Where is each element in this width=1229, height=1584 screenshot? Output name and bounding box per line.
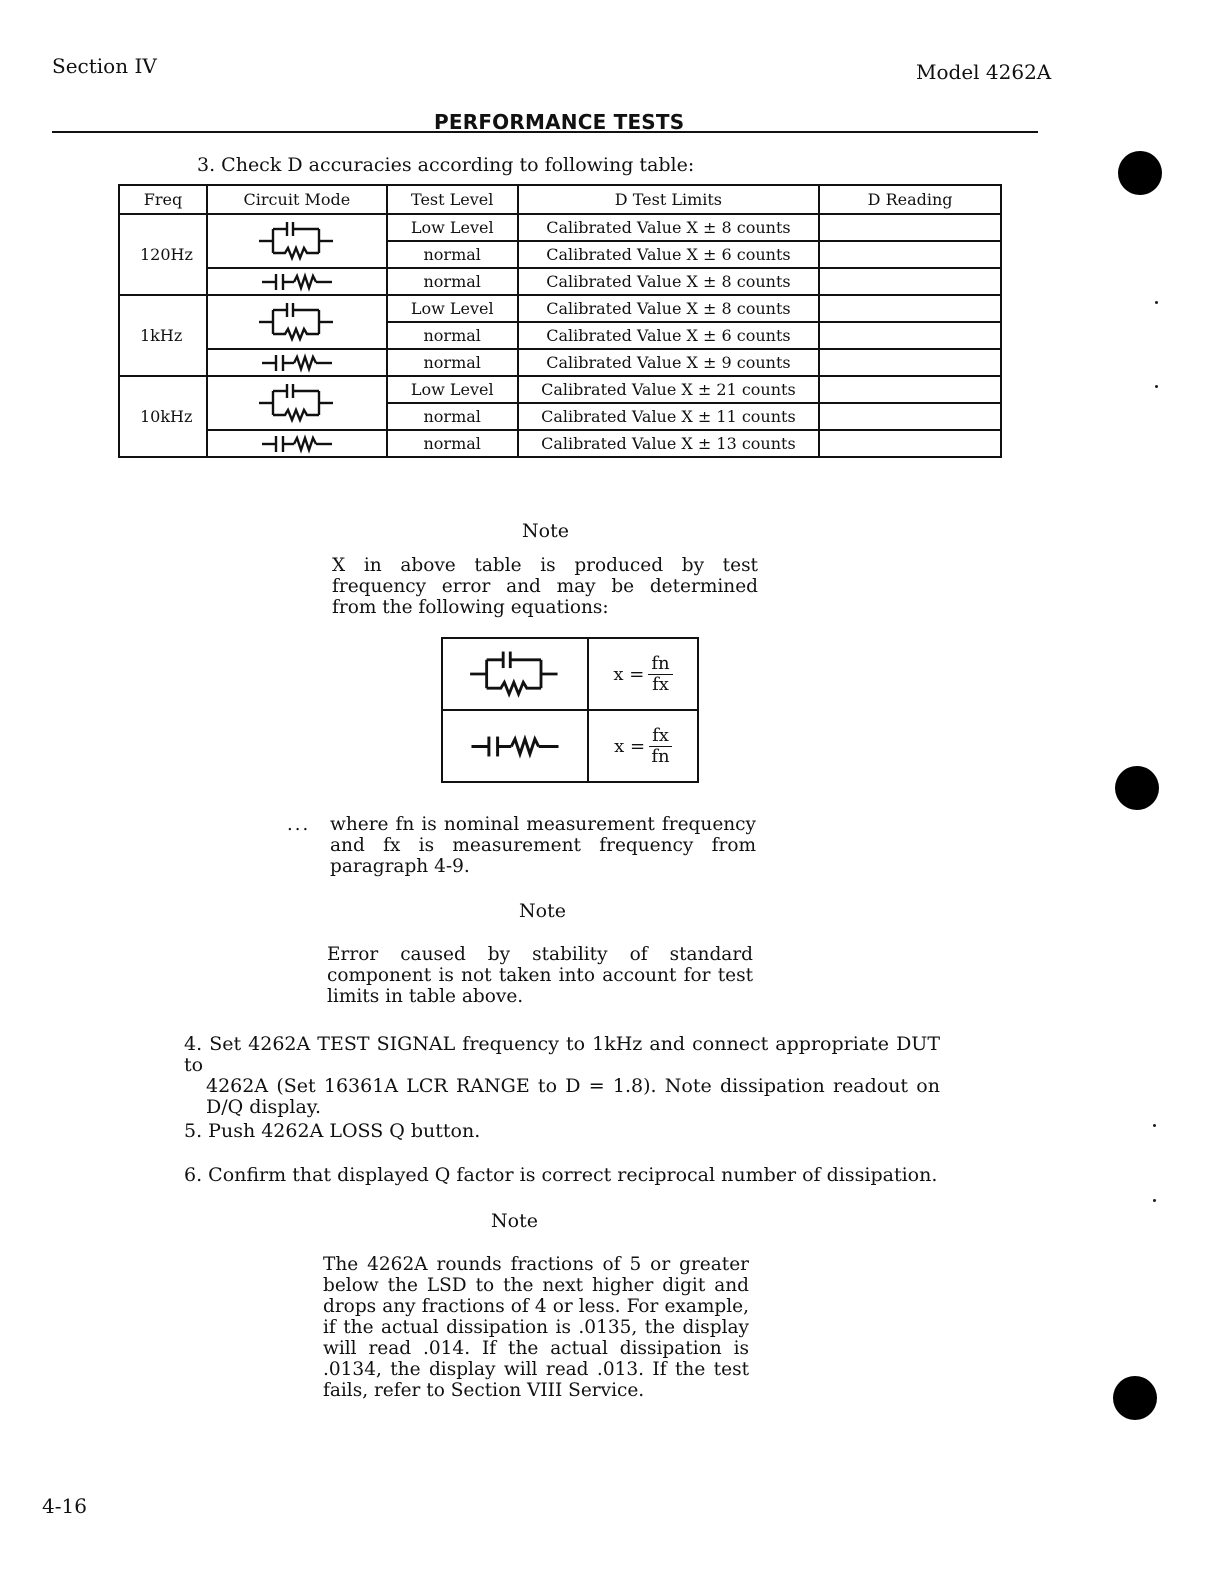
d-reading-cell[interactable]	[819, 268, 1001, 295]
header-test-level: Test Level	[387, 185, 518, 214]
table-row	[119, 376, 1001, 403]
d-test-limit-cell: Calibrated Value X ± 11 counts	[518, 403, 820, 430]
test-level-cell: normal	[387, 322, 518, 349]
d-reading-cell[interactable]	[819, 241, 1001, 268]
d-test-limit-cell: Calibrated Value X ± 8 counts	[518, 268, 820, 295]
fraction-numerator: fn	[648, 654, 672, 675]
note-2-title: Note	[519, 900, 566, 922]
where-dots: ...	[287, 814, 311, 835]
where-text: where fn is nominal measurement frequency and fx is measurement frequency from paragraph 4-9.	[330, 814, 756, 877]
equation-cell	[588, 710, 698, 782]
scan-speck	[1155, 385, 1158, 388]
fraction-denominator: fn	[651, 745, 670, 767]
equation-symbol-cell	[442, 710, 588, 782]
fraction-numerator: fx	[649, 726, 672, 747]
test-level-cell: Low Level	[387, 376, 518, 403]
circuit-mode-cell	[207, 349, 387, 376]
series-rc-icon	[260, 353, 334, 373]
note-1-title: Note	[522, 520, 569, 542]
scan-speck	[1153, 1199, 1156, 1202]
parallel-rc-icon	[257, 219, 337, 263]
fraction-denominator: fx	[652, 673, 669, 695]
step-5-text: 5. Push 4262A LOSS Q button.	[184, 1120, 481, 1142]
circuit-mode-cell	[207, 214, 387, 268]
d-test-limit-cell: Calibrated Value X ± 13 counts	[518, 430, 820, 457]
header-circuit-mode: Circuit Mode	[207, 185, 387, 214]
punch-hole	[1113, 1376, 1157, 1420]
step-4-line-2: 4262A (Set 16361A LCR RANGE to D = 1.8). Note dissipation readout on D/Q display.	[206, 1075, 940, 1118]
note-3-text: The 4262A rounds fractions of 5 or greater below the LSD to the next higher digit and drops any fractions of 4 or less. For example, if the actual dissipation is .0135, the display will read .014. If the actual dissipation is .0134, the display will read .013. If the test fails, refer to Section VIII Service.	[323, 1254, 749, 1401]
d-accuracy-table	[118, 184, 1002, 458]
d-reading-cell[interactable]	[819, 403, 1001, 430]
d-test-limit-cell: Calibrated Value X ± 8 counts	[518, 295, 820, 322]
test-level-cell: normal	[387, 241, 518, 268]
page-number: 4-16	[42, 1494, 87, 1518]
scan-speck	[1153, 1124, 1156, 1127]
note-3-title: Note	[491, 1210, 538, 1232]
fraction	[649, 726, 672, 767]
d-test-limit-cell: Calibrated Value X ± 9 counts	[518, 349, 820, 376]
d-reading-cell[interactable]	[819, 214, 1001, 241]
table-row	[119, 430, 1001, 457]
header-d-reading: D Reading	[819, 185, 1001, 214]
table-row	[119, 214, 1001, 241]
punch-hole	[1115, 766, 1159, 810]
parallel-rc-icon	[467, 648, 563, 700]
test-level-cell: normal	[387, 403, 518, 430]
d-reading-cell[interactable]	[819, 295, 1001, 322]
d-reading-cell[interactable]	[819, 430, 1001, 457]
test-level-cell: Low Level	[387, 295, 518, 322]
series-rc-icon	[469, 734, 561, 759]
note-2-text: Error caused by stability of standard component is not taken into account for test limits in table above.	[327, 944, 753, 1007]
test-level-cell: normal	[387, 349, 518, 376]
d-test-limit-cell: Calibrated Value X ± 21 counts	[518, 376, 820, 403]
d-reading-cell[interactable]	[819, 376, 1001, 403]
step-4-text	[184, 1034, 940, 1118]
equation-parallel	[589, 654, 697, 695]
step-6-text: 6. Confirm that displayed Q factor is correct reciprocal number of dissipation.	[184, 1164, 938, 1186]
series-rc-icon	[260, 272, 334, 292]
table-row	[119, 268, 1001, 295]
parallel-rc-icon	[257, 300, 337, 344]
equation-series	[589, 726, 697, 767]
fraction	[648, 654, 672, 695]
table-row	[119, 349, 1001, 376]
header-freq: Freq	[119, 185, 207, 214]
equation-row-parallel	[442, 638, 698, 710]
test-level-cell: Low Level	[387, 214, 518, 241]
scan-speck	[1155, 301, 1158, 304]
step-4-line-1: 4. Set 4262A TEST SIGNAL frequency to 1kHz and connect appropriate DUT to	[184, 1033, 940, 1076]
d-reading-cell[interactable]	[819, 349, 1001, 376]
step-3-text: 3. Check D accuracies according to following table:	[197, 154, 695, 176]
model-label: Model 4262A	[916, 60, 1052, 84]
circuit-mode-cell	[207, 376, 387, 430]
freq-cell: 1kHz	[119, 295, 207, 376]
freq-cell: 10kHz	[119, 376, 207, 457]
circuit-mode-cell	[207, 295, 387, 349]
d-test-limit-cell: Calibrated Value X ± 6 counts	[518, 322, 820, 349]
equations-table	[441, 637, 699, 783]
circuit-mode-cell	[207, 430, 387, 457]
test-level-cell: normal	[387, 430, 518, 457]
d-test-limit-cell: Calibrated Value X ± 6 counts	[518, 241, 820, 268]
title-rule	[52, 131, 1038, 133]
section-label: Section IV	[52, 54, 157, 78]
equation-symbol-cell	[442, 638, 588, 710]
note-1-text: X in above table is produced by test frequency error and may be determined from the following equations:	[332, 555, 758, 618]
test-level-cell: normal	[387, 268, 518, 295]
page-title: PERFORMANCE TESTS	[434, 110, 685, 134]
header-d-test-limits: D Test Limits	[518, 185, 820, 214]
circuit-mode-cell	[207, 268, 387, 295]
equation-lhs: x =	[613, 663, 645, 685]
parallel-rc-icon	[257, 381, 337, 425]
series-rc-icon	[260, 434, 334, 454]
d-reading-cell[interactable]	[819, 322, 1001, 349]
table-header-row	[119, 185, 1001, 214]
table-row	[119, 295, 1001, 322]
punch-hole	[1118, 151, 1162, 195]
equation-lhs: x =	[614, 735, 646, 757]
equation-row-series	[442, 710, 698, 782]
equation-cell	[588, 638, 698, 710]
freq-cell: 120Hz	[119, 214, 207, 295]
d-test-limit-cell: Calibrated Value X ± 8 counts	[518, 214, 820, 241]
